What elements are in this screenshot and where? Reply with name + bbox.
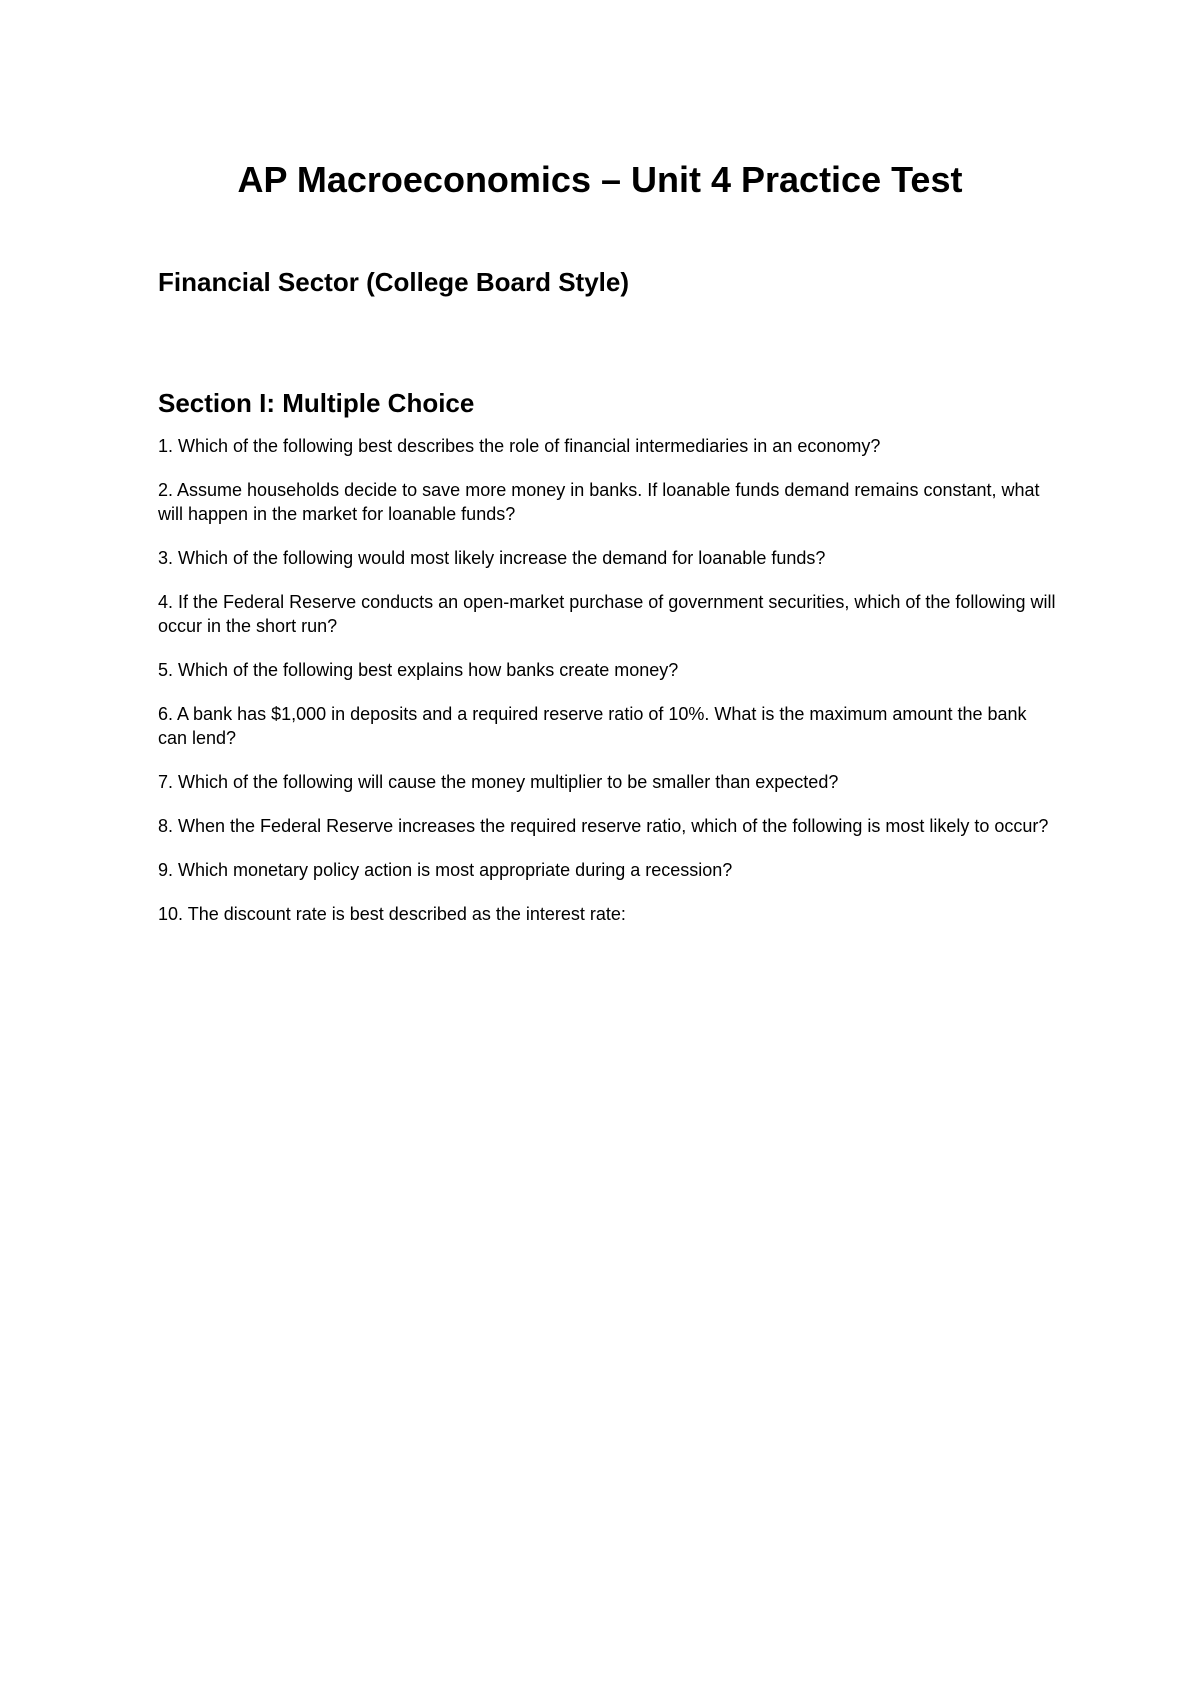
question-3: 3. Which of the following would most likely increase the demand for loanable funds?: [158, 548, 826, 568]
question-6: 6. A bank has $1,000 in deposits and a required reserve ratio of 10%. What is the maximum amount the bank can lend?: [158, 704, 1027, 748]
question-list: [158, 434, 1058, 946]
question-7: 7. Which of the following will cause the money multiplier to be smaller than expected?: [158, 772, 839, 792]
question-9: 9. Which monetary policy action is most appropriate during a recession?: [158, 860, 733, 880]
question-2: 2. Assume households decide to save more money in banks. If loanable funds demand remains constant, what will happen in the market for loanable funds?: [158, 480, 1040, 524]
question-1: 1. Which of the following best describes the role of financial intermediaries in an economy?: [158, 436, 881, 456]
section-heading: Section I: Multiple Choice: [158, 388, 475, 418]
question-4: 4. If the Federal Reserve conducts an open-market purchase of government securities, which of the following will occur in the short run?: [158, 592, 1056, 636]
question-8: 8. When the Federal Reserve increases the required reserve ratio, which of the following is most likely to occur?: [158, 816, 1049, 836]
page-subtitle: Financial Sector (College Board Style): [158, 267, 629, 297]
question-10: 10. The discount rate is best described as the interest rate:: [158, 904, 626, 924]
question-5: 5. Which of the following best explains how banks create money?: [158, 660, 679, 680]
page-title: AP Macroeconomics – Unit 4 Practice Test: [237, 159, 963, 200]
